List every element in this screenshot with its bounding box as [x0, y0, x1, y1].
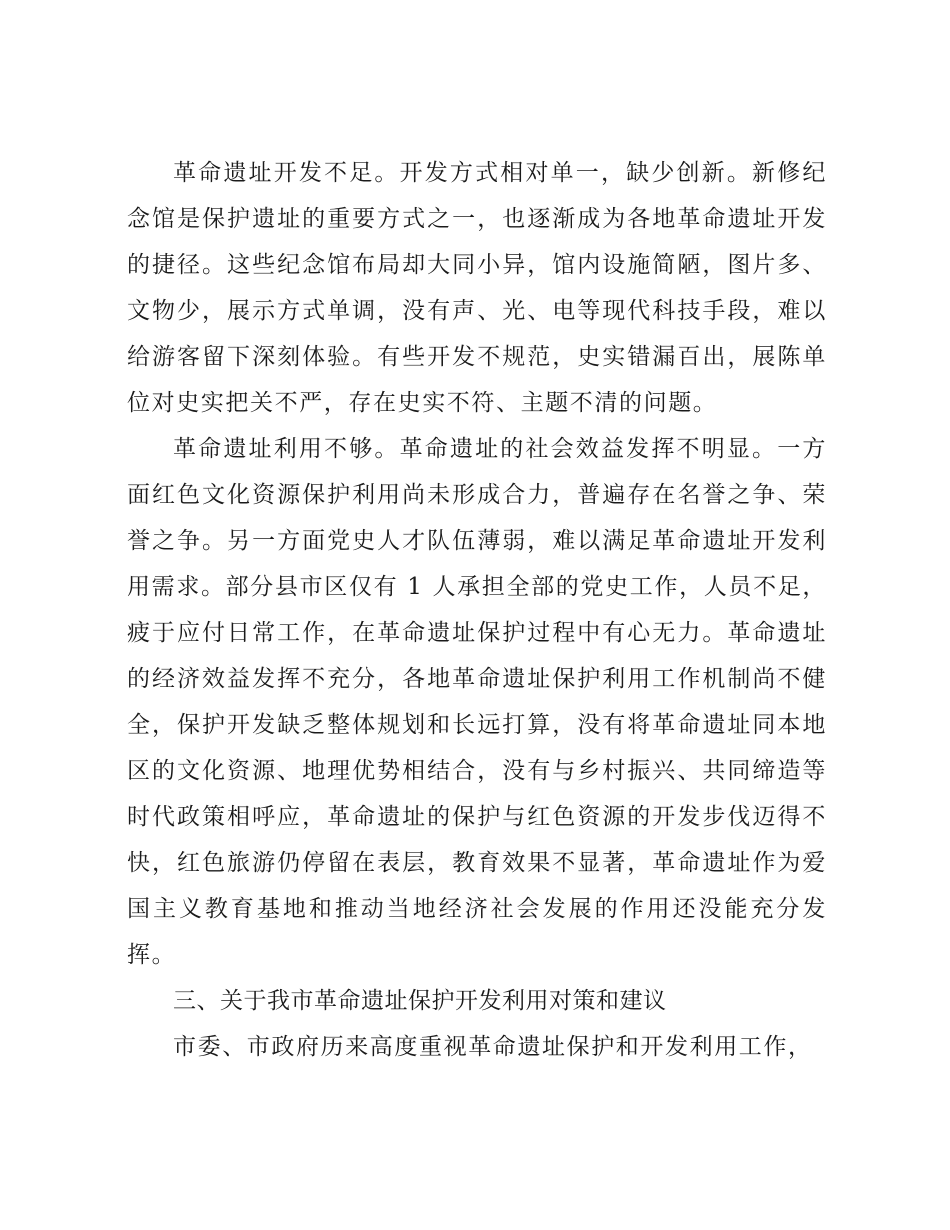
paragraph-development-insufficient: 革命遗址开发不足。开发方式相对单一，缺少创新。新修纪念馆是保护遗址的重要方式之一，也逐渐成为各地革命遗址开发的捷径。这些纪念馆布局却大同小异，馆内设施简陋，图片多、文物少，展示方式单调，没有声、光、电等现代科技手段，难以给游客留下深刻体验。有些开发不规范，史实错漏百出，展陈单位对史实把关不严，存在史实不符、主题不清的问题。 — [127, 160, 827, 416]
document-body — [127, 150, 827, 1070]
paragraph-final: 市委、市政府历来高度重视革命遗址保护和开发利用工作， — [173, 1034, 813, 1060]
section-heading: 三、关于我市革命遗址保护开发利用对策和建议 — [173, 988, 667, 1014]
paragraph-utilization-insufficient: 革命遗址利用不够。革命遗址的社会效益发挥不明显。一方面红色文化资源保护利用尚未形成合力，普遍存在名誉之争、荣誉之争。另一方面党史人才队伍薄弱，难以满足革命遗址开发利用需求。部分县市区仅有 1 人承担全部的党史工作，人员不足，疲于应付日常工作，在革命遗址保护过程中有心无力。革命遗址的经济效益发挥不充分，各地革命遗址保护利用工作机制尚不健全，保护开发缺乏整体规划和长远打算，没有将革命遗址同本地区的文化资源、地理优势相结合，没有与乡村振兴、共同缔造等时代政策相呼应，革命遗址的保护与红色资源的开发步伐迈得不快，红色旅游仍停留在表层，教育效果不显著，革命遗址作为爱国主义教育基地和推动当地经济社会发展的作用还没能充分发挥。 — [127, 436, 827, 968]
